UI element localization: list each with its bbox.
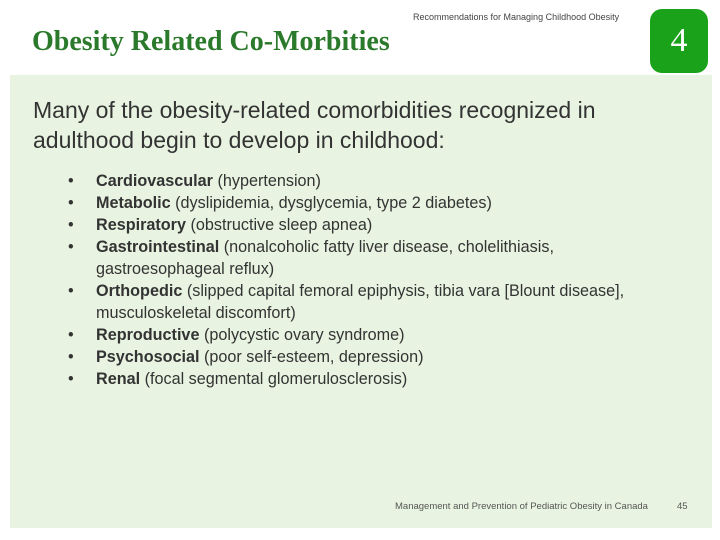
bullet-icon: • <box>68 326 74 344</box>
header-caption: Recommendations for Managing Childhood Obesity <box>413 12 620 22</box>
item-term: Reproductive <box>96 326 200 344</box>
comorbidity-list <box>68 170 678 390</box>
item-term: Metabolic <box>96 194 171 212</box>
list-item <box>68 170 678 192</box>
bullet-icon: • <box>68 348 74 366</box>
slide-number-badge: 4 <box>650 9 708 73</box>
page-number: 45 <box>677 501 688 512</box>
item-detail: (slipped capital femoral epiphysis, tibia vara [Blount disease], musculoskeletal discomfort) <box>96 282 625 322</box>
bullet-icon: • <box>68 216 74 234</box>
list-item <box>68 214 678 236</box>
item-detail: (nonalcoholic fatty liver disease, cholelithiasis, gastroesophageal reflux) <box>96 238 554 278</box>
list-item <box>68 280 678 324</box>
item-term: Cardiovascular <box>96 172 213 190</box>
item-term: Orthopedic <box>96 282 183 300</box>
slide-title: Obesity Related Co-Morbities <box>32 26 390 57</box>
item-term: Psychosocial <box>96 348 200 366</box>
item-term: Gastrointestinal <box>96 238 220 256</box>
item-detail: (dyslipidemia, dysglycemia, type 2 diabetes) <box>170 194 492 212</box>
item-term: Respiratory <box>96 216 186 234</box>
bullet-icon: • <box>68 172 74 190</box>
list-item <box>68 368 678 390</box>
item-detail: (polycystic ovary syndrome) <box>199 326 405 344</box>
list-item <box>68 346 678 368</box>
list-item <box>68 236 678 280</box>
item-detail: (focal segmental glomerulosclerosis) <box>140 370 408 388</box>
intro-text: Many of the obesity-related comorbidities recognized in adulthood begin to develop in childhood: <box>33 97 596 153</box>
bullet-icon: • <box>68 282 74 300</box>
footer-source: Management and Prevention of Pediatric Obesity in Canada <box>395 501 648 512</box>
item-term: Renal <box>96 370 141 388</box>
item-detail: (obstructive sleep apnea) <box>185 216 373 234</box>
bullet-icon: • <box>68 370 74 388</box>
list-item <box>68 192 678 214</box>
bullet-icon: • <box>68 194 74 212</box>
item-detail: (hypertension) <box>212 172 321 190</box>
bullet-icon: • <box>68 238 74 256</box>
item-detail: (poor self-esteem, depression) <box>199 348 424 366</box>
list-item <box>68 324 678 346</box>
